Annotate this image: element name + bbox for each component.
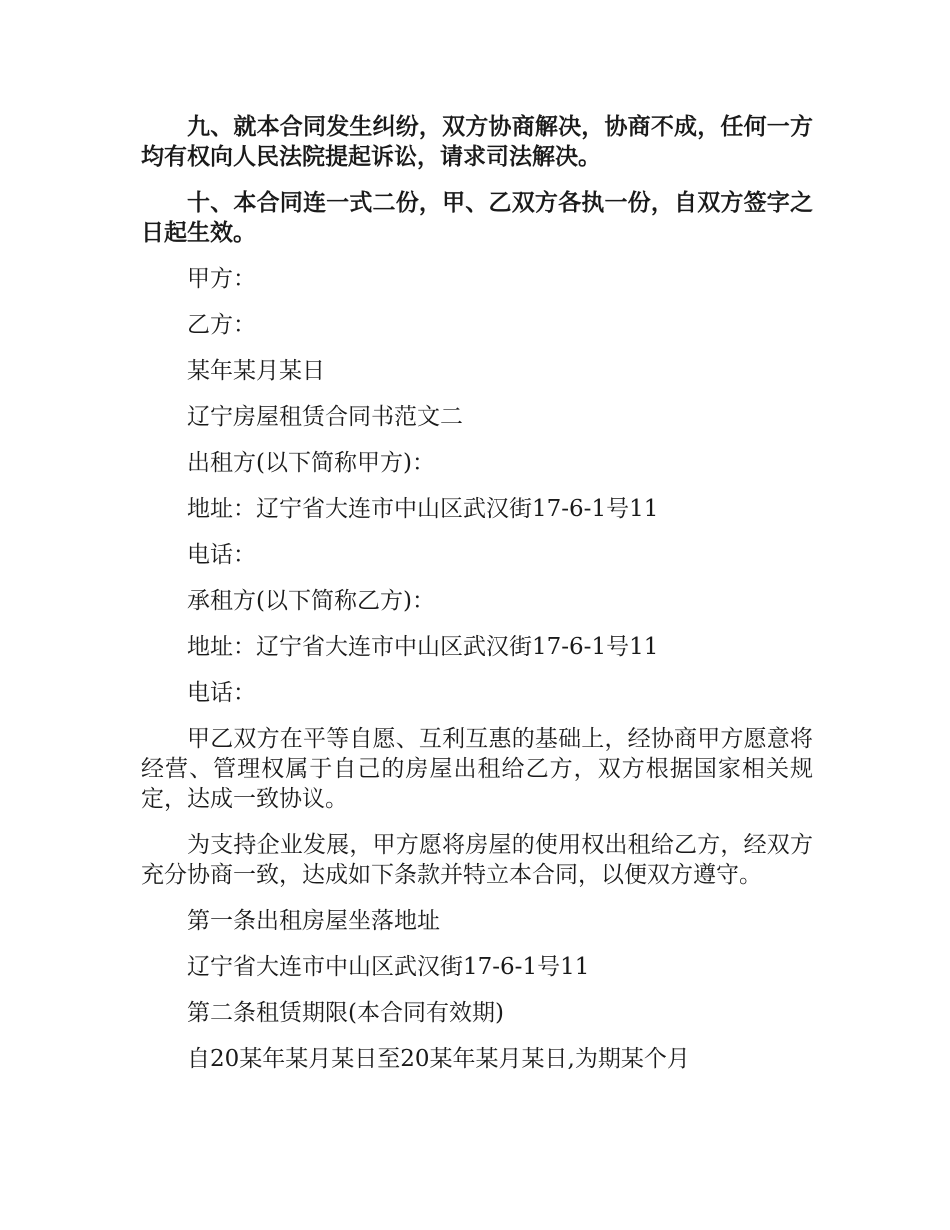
- article-two-term: 自20某年某月某日至20某年某月某日,为期某个月: [187, 1046, 690, 1072]
- lessee-address: 地址：辽宁省大连市中山区武汉街17-6-1号11: [187, 634, 659, 660]
- preamble-paragraph: 甲乙双方在平等自愿、互利互惠的基础上，经协商甲方愿意将经营、管理权属于自己的房屋出租给乙方，双方根据国家相关规定，达成一致协议。: [141, 726, 813, 812]
- party-b-signature-line: 乙方：: [187, 312, 256, 338]
- clause-ten: 十、本合同连一式二份，甲、乙双方各执一份，自双方签字之日起生效。: [141, 189, 813, 246]
- lessee-label: 承租方(以下简称乙方)：: [187, 588, 435, 614]
- lessor-address: 地址：辽宁省大连市中山区武汉街17-6-1号11: [187, 496, 659, 522]
- document-title: 辽宁房屋租赁合同书范文二: [187, 404, 463, 430]
- article-one-address: 辽宁省大连市中山区武汉街17-6-1号11: [187, 954, 590, 980]
- lessor-phone: 电话：: [187, 542, 256, 568]
- lessee-phone: 电话：: [187, 680, 256, 706]
- document-page: [141, 112, 813, 1090]
- signature-date: 某年某月某日: [187, 358, 325, 384]
- clause-nine: 九、就本合同发生纠纷，双方协商解决，协商不成，任何一方均有权向人民法院提起诉讼，请求司法解决。: [141, 113, 813, 170]
- purpose-paragraph: 为支持企业发展，甲方愿将房屋的使用权出租给乙方，经双方充分协商一致，达成如下条款并特立本合同，以便双方遵守。: [141, 832, 813, 888]
- article-two-heading: 第二条租赁期限(本合同有效期): [187, 1000, 504, 1026]
- lessor-label: 出租方(以下简称甲方)：: [187, 450, 435, 476]
- party-a-signature-line: 甲方：: [187, 266, 256, 292]
- article-one-heading: 第一条出租房屋坐落地址: [187, 908, 440, 934]
